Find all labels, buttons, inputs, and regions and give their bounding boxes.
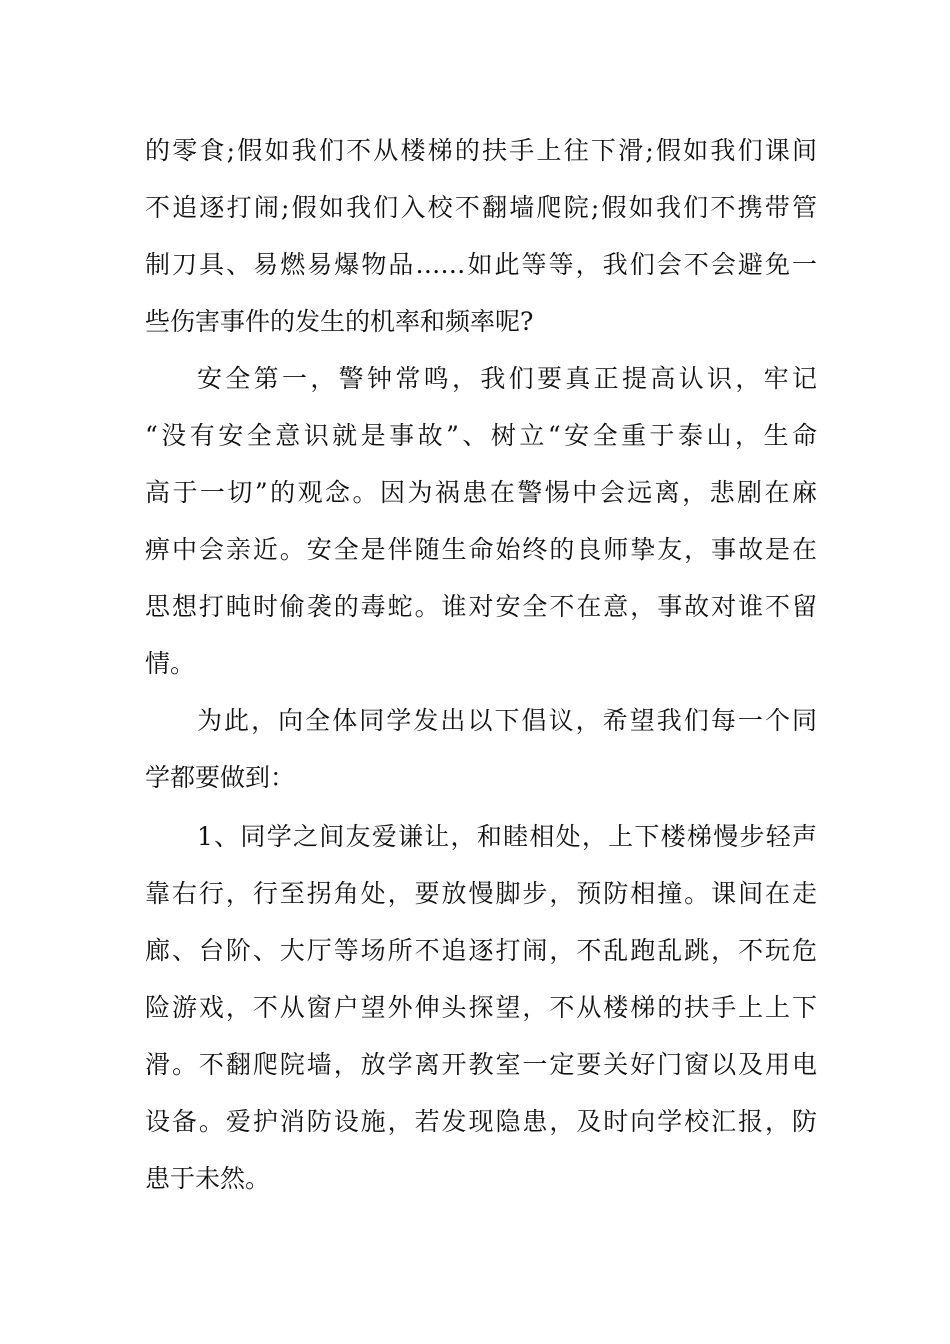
paragraph-line: “没有安全意识就是事故”、树立“安全重于泰山，生命 [145, 421, 817, 450]
paragraph-line: 不追逐打闹;假如我们入校不翻墙爬院;假如我们不携带管 [145, 193, 817, 222]
paragraph-line: 些伤害事件的发生的机率和频率呢? [145, 307, 534, 336]
paragraph-line: 学都要做到： [145, 763, 296, 792]
paragraph-line: 廊、台阶、大厅等场所不追逐打闹，不乱跑乱跳，不玩危 [145, 936, 817, 965]
paragraph-line: 高于一切”的观念。因为祸患在警惕中会远离，悲剧在麻 [145, 478, 817, 507]
paragraph-line: 滑。不翻爬院墙，放学离开教室一定要关好门窗以及用电 [145, 1050, 817, 1079]
paragraph-line: 患于未然。 [145, 1164, 271, 1193]
paragraph-line: 1、同学之间友爱谦让，和睦相处，上下楼梯慢步轻声 [197, 822, 817, 851]
paragraph-line: 情。 [145, 649, 196, 678]
paragraph-line: 的零食;假如我们不从楼梯的扶手上往下滑;假如我们课间 [145, 136, 817, 165]
paragraph-line: 痹中会亲近。安全是伴随生命始终的良师挚友，事故是在 [145, 535, 817, 564]
paragraph-line: 靠右行，行至拐角处，要放慢脚步，预防相撞。课间在走 [145, 879, 817, 908]
paragraph-line: 制刀具、易燃易爆物品……如此等等，我们会不会避免一 [145, 250, 817, 279]
paragraph-line: 安全第一，警钟常鸣，我们要真正提高认识，牢记 [197, 364, 817, 393]
paragraph-line: 思想打盹时偷袭的毒蛇。谁对安全不在意，事故对谁不留 [145, 592, 817, 621]
paragraph-line: 为此，向全体同学发出以下倡议，希望我们每一个同 [197, 706, 817, 735]
paragraph-line: 设备。爱护消防设施，若发现隐患，及时向学校汇报，防 [145, 1107, 817, 1136]
paragraph-line: 险游戏，不从窗户望外伸头探望，不从楼梯的扶手上上下 [145, 993, 817, 1022]
